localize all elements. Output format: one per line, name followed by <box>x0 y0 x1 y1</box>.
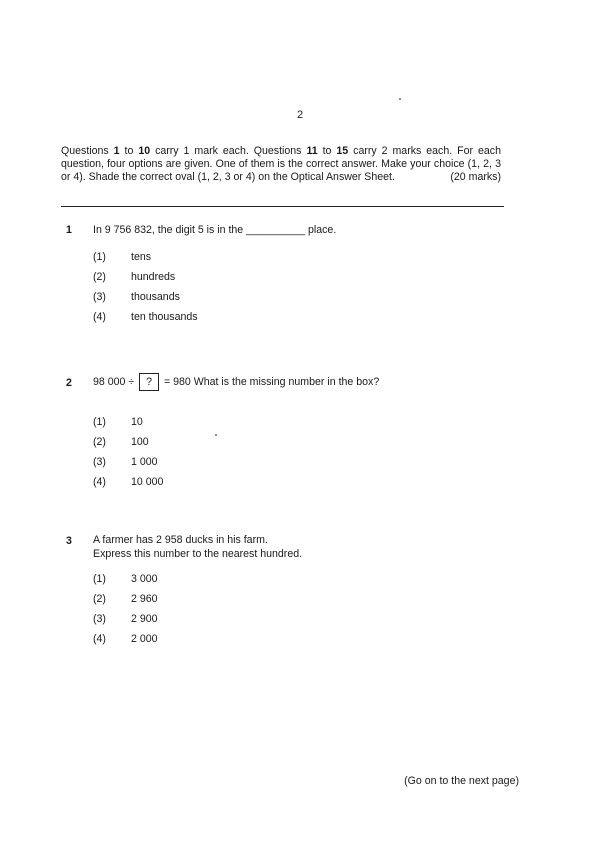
question-1-text: In 9 756 832, the digit 5 is in the __________ place. <box>93 224 337 236</box>
question-2-option-1: (1) 10 <box>93 416 143 428</box>
question-3-line-1: A farmer has 2 958 ducks in his farm. <box>93 534 268 546</box>
instructions-text: Questions 1 to 10 carry 1 mark each. Questions 11 to 15 carry 2 marks each. For each question, four options are given. One of them is the correct answer. Make your choice (1, 2, 3 or 4). Shade the correct oval (1, 2, 3 or 4) on the Optical Answer Sheet. <box>61 145 501 183</box>
question-2-option-2: (2) 100 <box>93 436 149 448</box>
question-3-line-2: Express this number to the nearest hundred. <box>93 548 303 560</box>
question-2-text <box>93 373 379 391</box>
question-3-option-4: (4) 2 000 <box>93 633 158 645</box>
question-1-option-4: (4) ten thousands <box>93 310 198 323</box>
question-3-option-1: (1) 3 000 <box>93 573 158 585</box>
scan-speck <box>215 434 217 436</box>
page-number: 2 <box>296 109 304 121</box>
total-marks: (20 marks) <box>450 171 501 183</box>
scan-speck <box>399 98 401 100</box>
question-1-option-1: (1) tens <box>93 251 152 263</box>
question-1-option-3: (3) thousands <box>93 290 180 303</box>
question-1-option-2: (2) hundreds <box>93 270 176 283</box>
instructions <box>61 145 501 184</box>
question-3-option-3: (3) 2 900 <box>93 613 158 625</box>
question-3-option-2: (2) 2 960 <box>93 593 158 605</box>
question-2-expression-end: = 980 What is the missing number in the box? <box>163 376 380 388</box>
question-1-number: 1 <box>66 224 72 236</box>
question-3-number: 3 <box>66 535 72 547</box>
question-2-option-3: (3) 1 000 <box>93 456 158 468</box>
question-2-number: 2 <box>66 377 72 389</box>
divider-line <box>61 206 504 207</box>
missing-number-box: ? <box>139 373 159 391</box>
question-2-expression-start: 98 000 ÷ <box>93 376 135 388</box>
footer-note: (Go on to the next page) <box>404 775 519 787</box>
question-2-option-4: (4) 10 000 <box>93 475 164 488</box>
question-3-text <box>93 533 302 561</box>
